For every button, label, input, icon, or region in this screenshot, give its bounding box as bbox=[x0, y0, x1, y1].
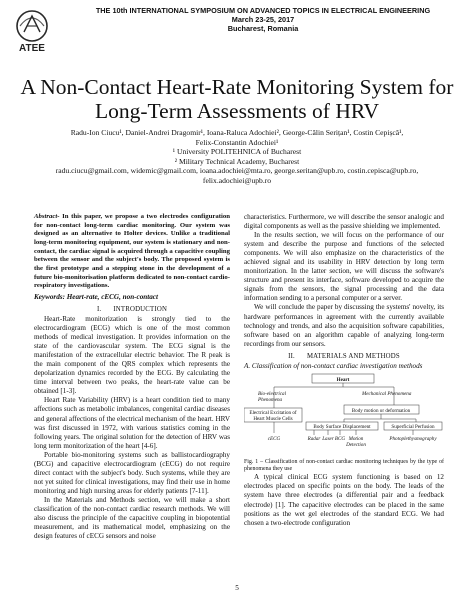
author-block bbox=[20, 128, 454, 186]
author-names-2: Felix-Constantin Adochiei¹ bbox=[195, 137, 279, 147]
laser-label: Laser bbox=[322, 435, 334, 442]
title-line-2: Long-Term Assessments of HRV bbox=[94, 99, 379, 123]
section-title: INTRODUCTION bbox=[113, 305, 168, 313]
header-line-1: THE 10th INTERNATIONAL SYMPOSIUM ON ADVANCED TOPICS IN ELECTRICAL ENGINEERING bbox=[95, 6, 431, 15]
page-number: 5 bbox=[235, 584, 239, 592]
section-heading-methods bbox=[244, 352, 444, 361]
intro-paragraph-5: In the results section, we will focus on the performance of our system and describe the purpose and functions of the selected components. We will also emphasize on the characteristics of the achieved signal and its usability in HRV detection by long term monitorization. In the latter section, we will discuss the software's structure and present its interface, software developed to acquire the signals from the sensors, the signal processing and the data information sending to a personal computer or a server. bbox=[244, 231, 444, 303]
ppg-label: Photoplethysmography bbox=[389, 435, 437, 442]
classification-diagram bbox=[244, 373, 444, 457]
figure-caption: Fig. 1 – Classification of non-contact cardiac monitoring techniques by the type of phenomena they use bbox=[244, 458, 444, 473]
author-emails: radu.ciucu@gmail.com, widemic@gmail.com, ioana.adochiei@mta.ro, george.seritan@upb.ro, costin.cepisca@upb.ro, bbox=[55, 166, 419, 176]
bio-label-2: Phenomena bbox=[258, 396, 283, 403]
keywords: Keywords: Heart-rate, cECG, non-contact bbox=[34, 292, 158, 301]
motion-detection-label-2: Detection bbox=[346, 441, 366, 448]
intro-paragraph-1: Heart-Rate monitorization is strongly tied to the electrocardiogram (ECG) which is one of the most common methods of medical investigation. It provides information on the state of the cardiovascular system. The ECG signal is the manifestation of the extracellular electric behavior. The R peak is the main component of the QRS complex which represents the depolarization dynamics recorded by the ECG. By calculating the time interval between two peaks, the heart-rate value can be obtained [1-3]. bbox=[34, 315, 230, 396]
affiliation-2: ² Military Technical Academy, Bucharest bbox=[174, 156, 300, 166]
section-heading-introduction bbox=[34, 305, 230, 314]
header-text bbox=[60, 6, 466, 34]
radar-label: Radar bbox=[307, 435, 321, 442]
author-emails-2: felix.adochiei@upb.ro bbox=[202, 175, 272, 185]
logo-text: ATEE bbox=[19, 43, 45, 54]
atee-logo-icon bbox=[6, 8, 58, 54]
surface-label: Body Surface Displacement bbox=[313, 423, 371, 430]
bio-label: Bio-electrical bbox=[258, 390, 287, 397]
header-line-3: Bucharest, Romania bbox=[227, 24, 299, 34]
header-line-2: March 23-25, 2017 bbox=[231, 15, 295, 25]
intro-paragraph-4-continued: characteristics. Furthermore, we will describe the sensor analogic and digital components as well as the passive shielding we implemented. bbox=[244, 213, 444, 231]
methods-paragraph-1: A typical clinical ECG system functioning is based on 12 electrodes placed on specific points on the body. The leads of the system have three electrodes (a differential pair and a feedback electrode) [1]. The capacitive electrodes can be placed in the same positions as the wet gel electrodes of the standard ECG. We had chosen a two-electrode configuration bbox=[244, 473, 444, 527]
paper-title bbox=[10, 75, 464, 123]
intro-paragraph-2: Heart Rate Variability (HRV) is a heart condition tied to many affections such as metabolic imbalances, congenital cardiac diseases and general affections of the electrical mechanism of the heart. HRV was first discussed in 1972, with various statistics coming in the following years. The original solution for the detection of HRV was long term monitorization of the heart [4-6]. bbox=[34, 396, 230, 450]
perfusion-label: Superficial Perfusion bbox=[391, 423, 435, 430]
title-line-1: A Non-Contact Heart-Rate Monitoring System for bbox=[20, 75, 454, 99]
section-number: I. bbox=[96, 305, 102, 313]
abstract-text: In this paper, we propose a two electrodes configuration for non-contact long-term cardiac monitoring. Our system was designed as an alternative to Holter devices. Unlike a traditional long-term monitoring equipment, our system is stationary and non-contact, the cardiac signal is acquired through a capacitive coupling between the sensor and the subject's body. The proposed system is the first prototype and a stepping stone in the development of a future bio-monitorisation platform dedicated to non-contact cardio-respiratory investigations. bbox=[34, 213, 230, 290]
abstract bbox=[34, 213, 230, 291]
conference-header bbox=[0, 3, 474, 63]
right-column bbox=[244, 213, 444, 528]
subsection-heading: A. Classification of non-contact cardiac investigation methods bbox=[244, 361, 423, 370]
section-number: II. bbox=[288, 352, 295, 360]
left-column bbox=[34, 213, 230, 541]
motion-detection-label: Motion bbox=[348, 435, 364, 442]
excite-label-2: Heart Muscle Cells bbox=[253, 415, 293, 422]
intro-paragraph-6: We will conclude the paper by discussing the systems' novelty, its hardware performances in agreement with the currently available technology and trends, and also the acquisition software capabilities, software based on an algorithm capable of analyzing long-term recordings from our sensors. bbox=[244, 303, 444, 348]
affiliation-1: ¹ University POLITEHNICA of Bucharest bbox=[172, 147, 302, 157]
motion-label: Body motion or deformation bbox=[351, 407, 411, 414]
heart-label: Heart bbox=[336, 376, 350, 383]
figure-classification-diagram bbox=[244, 373, 444, 457]
mech-label: Mechanical Phenomena bbox=[362, 390, 412, 397]
excite-label: Electrical Excitation of bbox=[249, 409, 297, 416]
intro-paragraph-3: Portable bio-monitoring systems such as ballistocardiography (BCG) and capacitive electrocardiogram (cECG) do not require direct contact with the subject's body. Such systems, while they are not yet suited for clinical investigations, may find their use in home monitoring and high nursing areas for elderly patients [7-11]. bbox=[34, 450, 230, 495]
section-title: MATERIALS AND METHODS bbox=[306, 352, 400, 360]
abstract-label: Abstract- bbox=[34, 213, 60, 220]
author-names: Radu-Ion Ciucu¹, Daniel-Andrei Dragomir¹, Ioana-Raluca Adochiei², George-Călin Serițan¹, Costin Cepișcă¹, bbox=[70, 128, 404, 137]
bcg-label: BCG bbox=[334, 435, 346, 442]
intro-paragraph-4: In the Materials and Methods section, we will make a short classification of the non-contact cardiac research methods. We will also discuss the principle of the capacitive coupling in biopotential measurement, and its mathematical model, emphasizing on the design features of cECG sensors and noise bbox=[34, 495, 230, 541]
ecg-label: cECG bbox=[267, 435, 281, 442]
